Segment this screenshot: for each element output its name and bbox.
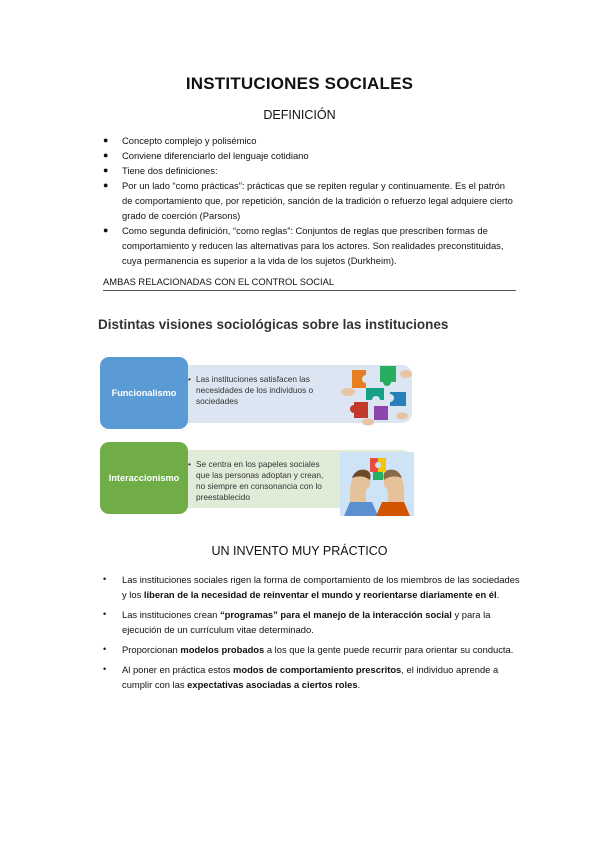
emphasis-text: modelos probados xyxy=(180,644,265,655)
bullet-icon: ● xyxy=(103,135,109,145)
list-item xyxy=(101,572,521,602)
list-item xyxy=(101,607,521,637)
bullet-icon: ● xyxy=(103,225,109,235)
diagram-title: Distintas visiones sociológicas sobre las instituciones xyxy=(98,317,449,332)
body-text: Al poner en práctica estos xyxy=(122,664,233,675)
funcionalismo-label: Funcionalismo xyxy=(100,357,188,429)
bullet-icon: • xyxy=(103,644,107,654)
list-item: ● Conviene diferenciarlo del lenguaje cotidiano xyxy=(103,150,309,161)
list-item: ● Tiene dos definiciones: xyxy=(103,165,218,176)
divider xyxy=(103,290,516,291)
list-item xyxy=(101,662,521,692)
bullet-icon: • xyxy=(103,609,107,619)
interaccionismo-label: Interaccionismo xyxy=(100,442,188,514)
list-item xyxy=(101,642,521,657)
body-text: y para la ejecución de un currículum vitae determinado. xyxy=(122,609,491,635)
bullet-icon: • xyxy=(188,459,191,469)
emphasis-text: expectativas asociadas a ciertos roles xyxy=(187,679,358,690)
list-item: ● Concepto complejo y polisémico xyxy=(103,135,257,146)
bullet-icon: ● xyxy=(103,150,109,160)
bullet-icon: ● xyxy=(103,165,109,175)
page-title: INSTITUCIONES SOCIALES xyxy=(185,74,414,93)
body-text: Proporcionan xyxy=(122,644,181,655)
bullet-icon: • xyxy=(103,574,107,584)
bullet-icon: • xyxy=(188,374,191,384)
emphasis-text: “programas” para el manejo de la interacción social xyxy=(219,609,452,620)
list-item: ● Por un lado “como prácticas”: prácticas que se repiten regular y continuamente. Es el patrón de comportamiento que, por repetición, sanción de la tradición o refuerzo legal adquiere cierto grado de coerción (Parsons) xyxy=(103,180,513,221)
body-text: Las instituciones sociales rigen la forma de comportamiento de los miembros de las sociedades y los xyxy=(122,574,520,600)
body-text: Las instituciones crean xyxy=(122,609,220,620)
body-text: . xyxy=(357,679,361,690)
interaccionismo-description: • Se centra en los papeles sociales que las personas adoptan y crean, no siempre en consonancia con lo preestablecido xyxy=(188,459,324,502)
funcionalismo-description: • Las instituciones satisfacen las necesidades de los individuos o sociedades xyxy=(188,374,314,406)
bullet-icon: ● xyxy=(103,180,109,190)
body-text: a los que la gente puede recurrir para orientar su conducta. xyxy=(264,644,514,655)
definition-list xyxy=(100,133,518,268)
list-item: ● Como segunda definición, “como reglas”: Conjuntos de reglas que prescriben formas de comportamiento y reducen las alternativas para los actores. Son realidades preconstituidas, cuya permanencia es superior a la vida de los sujetos (Durkheim). xyxy=(103,225,504,266)
control-social-note: AMBAS RELACIONADAS CON EL CONTROL SOCIAL xyxy=(103,276,335,287)
body-text: . xyxy=(496,589,500,600)
emphasis-text: liberan de la necesidad de reinventar el mundo y reorientarse diariamente en él xyxy=(143,589,497,600)
emphasis-text: modos de comportamiento prescritos xyxy=(233,664,402,675)
puzzle-hands-icon xyxy=(340,362,414,426)
section-heading-invento: UN INVENTO MUY PRÁCTICO xyxy=(211,544,388,558)
benefits-list xyxy=(101,572,521,697)
section-heading-definicion: DEFINICIÓN xyxy=(263,108,336,122)
bullet-icon: • xyxy=(103,664,107,674)
body-text: , el individuo aprende a cumplir con las xyxy=(122,664,499,690)
two-heads-puzzle-icon xyxy=(340,452,414,516)
